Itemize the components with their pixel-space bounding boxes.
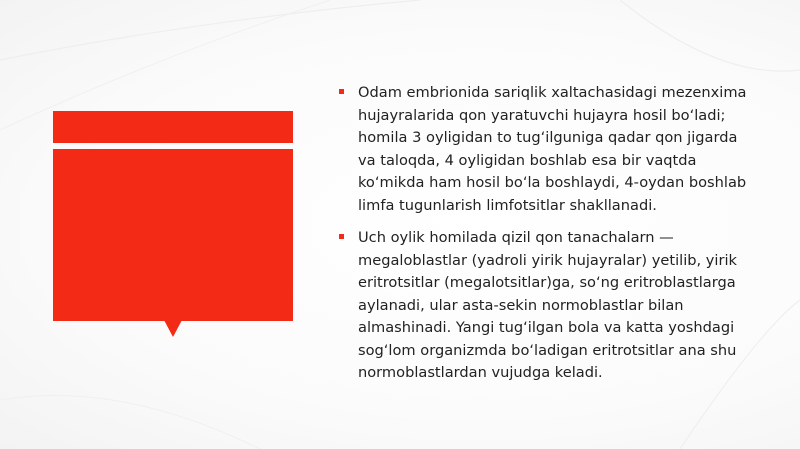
callout-pointer: [164, 320, 182, 337]
bullet-paragraph: [339, 227, 759, 385]
paragraph-text: Odam embrionida sariqlik xaltachasidagi mezenxima hujayralarida qon yaratuvchi hujayra hosil bo‘ladi; homila 3 oyligidan to tug‘ilguniga qadar qon jigarda va taloqda, 4 oyligidan boshlab esa bir vaqtda ko‘mikda ham hosil bo‘la boshlaydi, 4-oydan boshlab limfa tugunlarish limfotsitlar shakllanadi.: [358, 84, 747, 214]
bullet-paragraph: [339, 82, 759, 217]
red-header-bar: [53, 111, 293, 143]
square-bullet-icon: [339, 89, 344, 94]
square-bullet-icon: [339, 234, 344, 239]
text-content: [339, 82, 759, 395]
paragraph-text: Uch oylik homilada qizil qon tanachalarn — megaloblastlar (yadroli yirik hujayralar) yetilib, yirik eritrotsitlar (megalotsitlar)ga, so‘ng eritroblastlarga aylanadi, ular asta-sekin normoblastlar bilan almashinadi. Yangi tug‘ilgan bola va katta yoshdagi sog‘lom organizmda bo‘ladigan eritrotsitlar ana shu normoblastlardan vujudga keladi.: [358, 229, 737, 381]
red-callout-box: [53, 149, 293, 321]
